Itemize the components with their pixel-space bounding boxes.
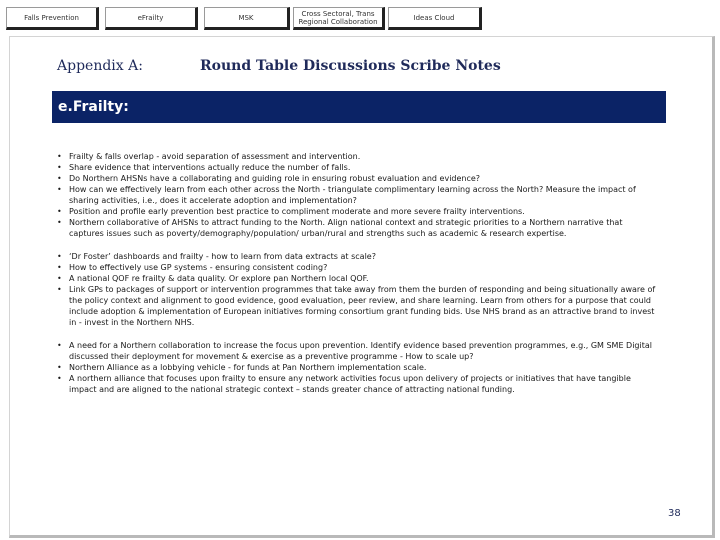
list-item bbox=[57, 251, 657, 262]
bullet-marker: • bbox=[57, 163, 62, 172]
bullet-marker: • bbox=[57, 185, 62, 194]
tab-ideas-cloud[interactable]: Ideas Cloud bbox=[388, 7, 482, 30]
list-item-text: How to effectively use GP systems - ensuring consistent coding? bbox=[69, 263, 328, 272]
list-item-text: A national QOF re frailty & data quality. Or explore pan Northern local QOF. bbox=[69, 274, 369, 283]
bullet-marker: • bbox=[57, 363, 62, 372]
bullet-marker: • bbox=[57, 174, 62, 183]
list-item-text: Frailty & falls overlap - avoid separation of assessment and intervention. bbox=[69, 152, 361, 161]
bullet-group bbox=[57, 251, 657, 328]
list-item bbox=[57, 151, 657, 162]
list-item-text: ‘Dr Foster’ dashboards and frailty - how to learn from data extracts at scale? bbox=[69, 252, 376, 261]
list-item bbox=[57, 262, 657, 273]
tab-efrailty[interactable]: eFrailty bbox=[105, 7, 198, 30]
tab-bar bbox=[6, 7, 482, 31]
list-item-text: How can we effectively learn from each other across the North - triangulate complimentary learning across the North? Measure the impact of sharing activities, i.e., does it accelerate adoption and implementation? bbox=[69, 185, 636, 205]
section-heading-bar bbox=[52, 91, 666, 123]
list-item-text: Share evidence that interventions actually reduce the number of falls. bbox=[69, 163, 351, 172]
list-item bbox=[57, 162, 657, 173]
list-item bbox=[57, 173, 657, 184]
bullet-marker: • bbox=[57, 274, 62, 283]
list-item bbox=[57, 373, 657, 395]
tab-falls-prevention[interactable]: Falls Prevention bbox=[6, 7, 99, 30]
bullet-marker: • bbox=[57, 263, 62, 272]
page-title: Round Table Discussions Scribe Notes bbox=[200, 58, 501, 74]
list-item-text: Do Northern AHSNs have a collaborating and guiding role in ensuring robust evaluation and evidence? bbox=[69, 174, 481, 183]
list-item-text: Position and profile early prevention best practice to compliment moderate and more severe frailty interventions. bbox=[69, 207, 525, 216]
bullet-group bbox=[57, 151, 657, 239]
list-item-text: Link GPs to packages of support or intervention programmes that take away from them the burden of responding and being situationally aware of the policy context and alignment to good evidence, good evaluation, peer review, and share learning. Learn from others for a purpose that could include adoption & implementation of European initiatives forming consortium grant funding bids. Use NHS brand as an attractive brand to invest in - invest in the Northern NHS. bbox=[69, 285, 656, 327]
bullet-group bbox=[57, 340, 657, 395]
bullet-marker: • bbox=[57, 374, 62, 383]
list-item-text: A need for a Northern collaboration to increase the focus upon prevention. Identify evidence based prevention programmes, e.g., GM SME Digital discussed their deployment for movement & exercise as a preventive programme - How to scale up? bbox=[69, 341, 652, 361]
list-item bbox=[57, 340, 657, 362]
bullet-marker: • bbox=[57, 152, 62, 161]
bullet-marker: • bbox=[57, 218, 62, 227]
list-item bbox=[57, 273, 657, 284]
list-item-text: A northern alliance that focuses upon frailty to ensure any network activities focus upon delivery of projects or initiatives that have tangible impact and are aligned to the national strategic context – stands greater chance of attracting national funding. bbox=[69, 374, 631, 394]
section-heading: e.Frailty: bbox=[58, 99, 129, 115]
bullet-marker: • bbox=[57, 285, 62, 294]
list-item bbox=[57, 362, 657, 373]
list-item-text: Northern collaborative of AHSNs to attract funding to the North. Align national context and strategic priorities to a Northern narrative that captures issues such as poverty/demography/population/ urban/rural and strengths such as academic & research expertise. bbox=[69, 218, 623, 238]
list-item bbox=[57, 284, 657, 328]
bullet-marker: • bbox=[57, 341, 62, 350]
tab-cross-sectoral-collaboration[interactable]: Cross Sectoral, Trans Regional Collaboration bbox=[293, 7, 385, 30]
list-item bbox=[57, 184, 657, 206]
notes-content bbox=[57, 151, 657, 407]
list-item bbox=[57, 206, 657, 217]
list-item bbox=[57, 217, 657, 239]
page-number: 38 bbox=[668, 508, 681, 519]
bullet-marker: • bbox=[57, 252, 62, 261]
appendix-label: Appendix A: bbox=[57, 58, 143, 74]
list-item-text: Northern Alliance as a lobbying vehicle - for funds at Pan Northern implementation scale. bbox=[69, 363, 427, 372]
bullet-marker: • bbox=[57, 207, 62, 216]
tab-msk[interactable]: MSK bbox=[204, 7, 290, 30]
